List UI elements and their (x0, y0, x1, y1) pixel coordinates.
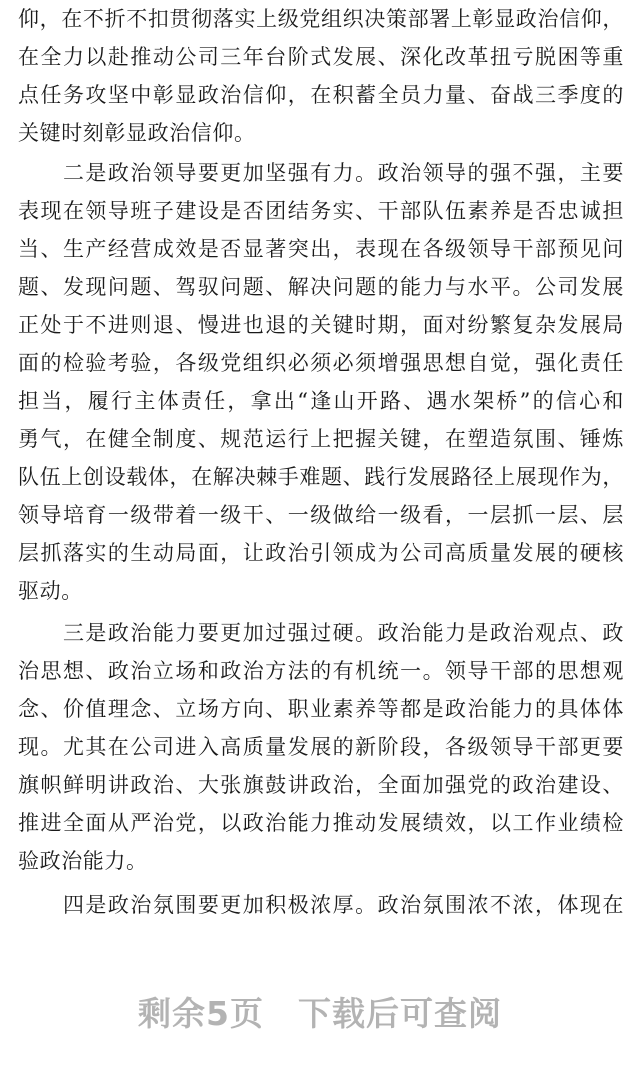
download-to-view-label: 下载后可查阅 (297, 994, 502, 1033)
text-line-2: 在全力以赴推动公司三年台阶式发展、深化改革扭亏脱困等重 (18, 45, 624, 69)
text-line-19: 念、价值理念、立场方向、职业素养等都是政治能力的具体体 (18, 697, 624, 721)
text-line-7: 当、生产经营成效是否显著突出，表现在各级领导干部预见问 (18, 237, 624, 261)
remaining-pages-label: 剩余5页 (138, 994, 264, 1033)
download-prompt[interactable] (0, 988, 640, 1035)
text-line-8: 题、发现问题、驾驭问题、解决问题的能力与水平。公司发展 (18, 275, 624, 299)
text-line-5: 二是政治领导要更加坚强有力。政治领导的强不强，主要 (18, 161, 624, 185)
text-line-11: 担当，履行主体责任，拿出“逢山开路、遇水架桥”的信心和 (18, 389, 624, 413)
text-line-10: 面的检验考验，各级党组织必须必须增强思想自觉，强化责任 (18, 351, 624, 375)
text-line-6: 表现在领导班子建设是否团结务实、干部队伍素养是否忠诚担 (18, 199, 624, 223)
text-line-13: 队伍上创设载体，在解决棘手难题、践行发展路径上展现作为， (18, 465, 624, 489)
text-line-24: 四是政治氛围要更加积极浓厚。政治氛围浓不浓，体现在 (18, 893, 624, 917)
text-line-20: 现。尤其在公司进入高质量发展的新阶段，各级领导干部更要 (18, 735, 624, 759)
text-line-21: 旗帜鲜明讲政治、大张旗鼓讲政治，全面加强党的政治建设、 (18, 773, 624, 797)
text-line-15: 层抓落实的生动局面，让政治引领成为公司高质量发展的硬核 (18, 541, 624, 565)
text-line-16: 驱动。 (18, 579, 83, 603)
text-line-14: 领导培育一级带着一级干、一级做给一级看，一层抓一层、层 (18, 503, 624, 527)
text-line-3: 点任务攻坚中彰显政治信仰，在积蓄全员力量、奋战三季度的 (18, 83, 624, 107)
text-line-1: 仰，在不折不扣贯彻落实上级党组织决策部署上彰显政治信仰， (18, 7, 624, 31)
text-line-9: 正处于不进则退、慢进也退的关键时期，面对纷繁复杂发展局 (18, 313, 624, 337)
text-line-22: 推进全面从严治党，以政治能力推动发展绩效，以工作业绩检 (18, 811, 624, 835)
text-line-12: 勇气，在健全制度、规范运行上把握关键，在塑造氛围、锤炼 (18, 427, 624, 451)
text-line-23: 验政治能力。 (18, 849, 148, 873)
text-line-18: 治思想、政治立场和政治方法的有机统一。领导干部的思想观 (18, 659, 624, 683)
text-line-4: 关键时刻彰显政治信仰。 (18, 121, 256, 145)
text-line-17: 三是政治能力要更加过强过硬。政治能力是政治观点、政 (18, 621, 624, 645)
